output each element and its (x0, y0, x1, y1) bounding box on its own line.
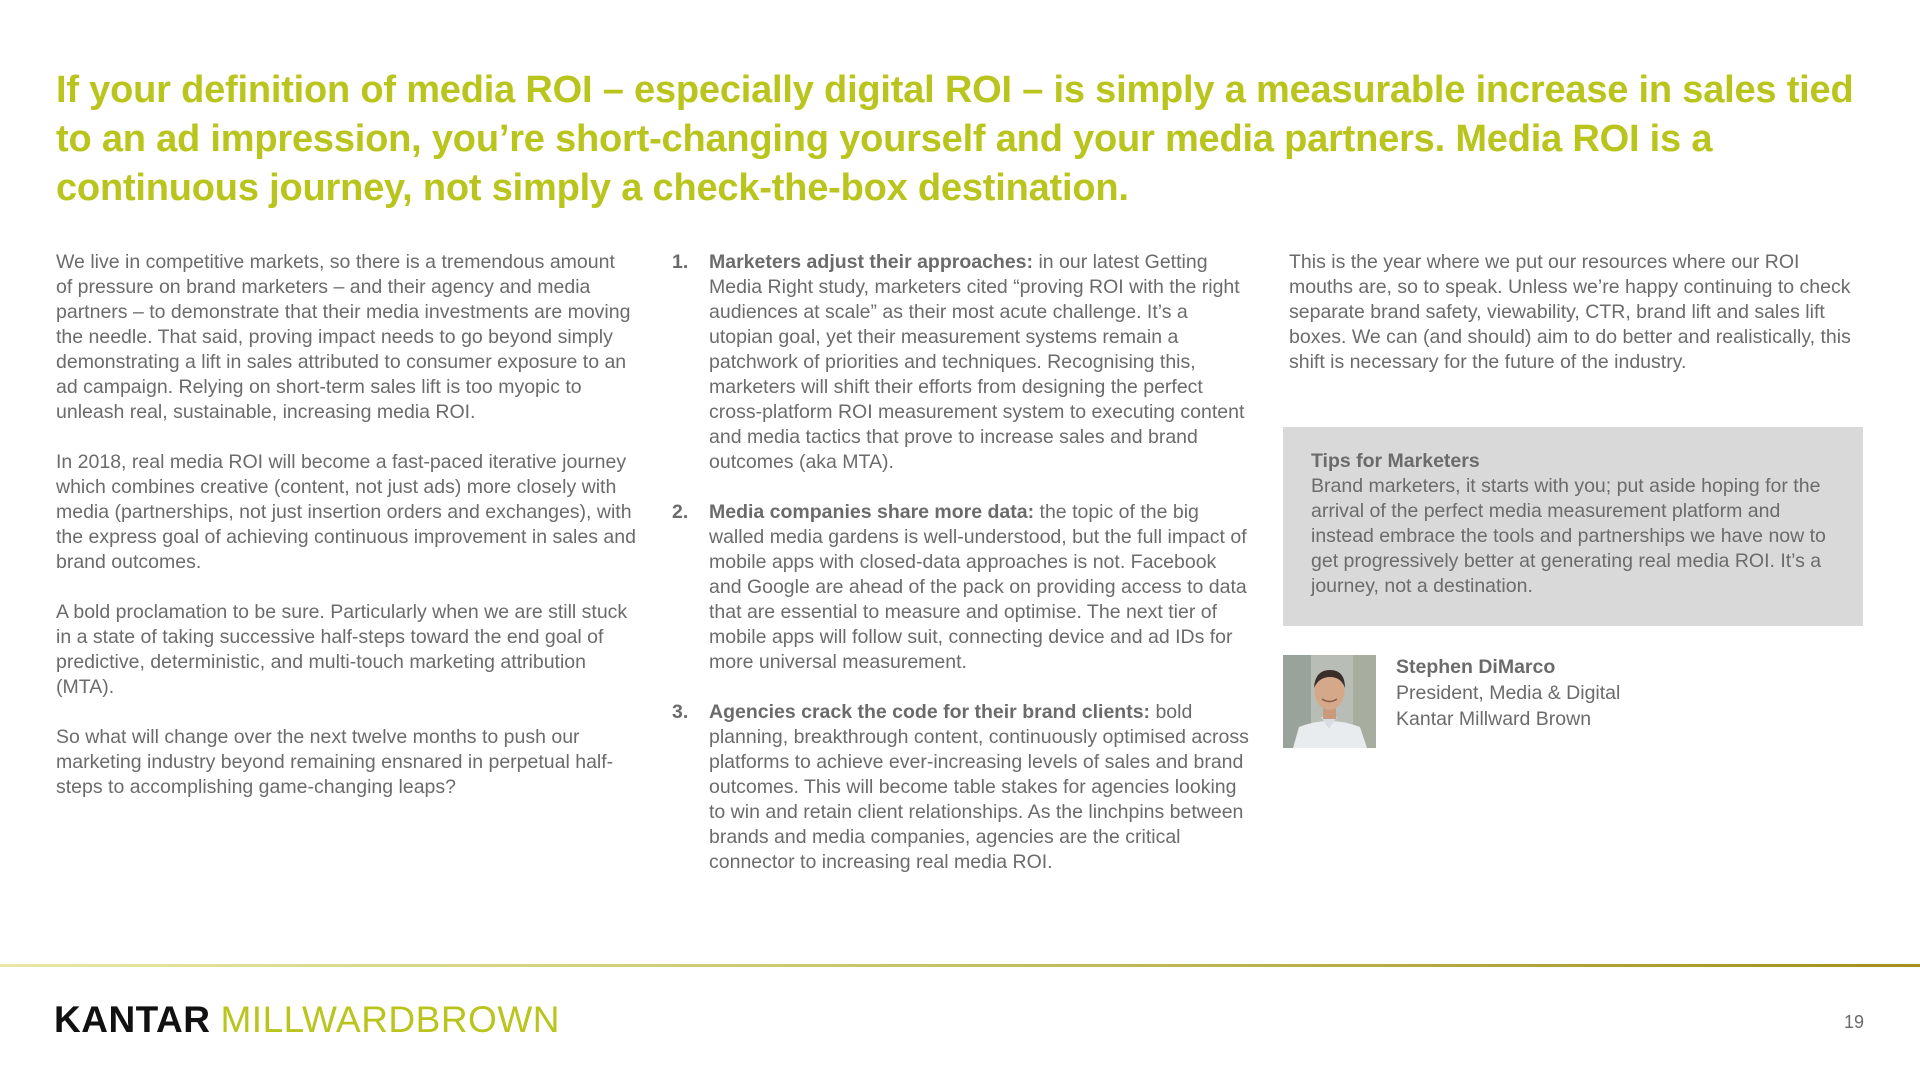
prediction-item (672, 700, 1252, 875)
logo-kantar-text: KANTAR (54, 999, 211, 1040)
kantar-millward-brown-logo (54, 998, 560, 1042)
tips-title: Tips for Marketers (1311, 450, 1480, 472)
author-portrait-image (1283, 655, 1376, 748)
author-title: President, Media & Digital (1396, 682, 1621, 704)
author-photo (1283, 655, 1376, 748)
predictions-list (672, 250, 1252, 900)
page-headline: If your definition of media ROI – especially digital ROI – is simply a measurable increase in sales tied to an ad impression, you’re short-changing yourself and your media partners. Media ROI is a continuous journey, not simply a check-the-box destination. (56, 69, 1854, 209)
conclusion-paragraph: This is the year where we put our resources where our ROI mouths are, so to speak. Unless we’re happy continuing to check separate brand safety, viewability, CTR, brand lift and sales lift boxes. We can (and should) aim to do better and realistically, this shift is necessary for the future of the industry. (1289, 251, 1851, 373)
author-company: Kantar Millward Brown (1396, 708, 1592, 730)
prediction-item (672, 250, 1252, 475)
intro-paragraph: In 2018, real media ROI will become a fast-paced iterative journey which combines creative (content, not just ads) more closely with media (partnerships, not just insertion orders and exchanges), with the express goal of achieving continuous improvement in sales and brand outcomes. (56, 451, 636, 573)
item-lead: Agencies crack the code for their brand clients: (709, 701, 1151, 723)
logo-millwardbrown-text: MILLWARDBROWN (220, 999, 560, 1040)
conclusion-column (1289, 250, 1861, 400)
intro-column (56, 250, 636, 825)
intro-paragraph: A bold proclamation to be sure. Particularly when we are still stuck in a state of taking successive half-steps toward the end goal of predictive, deterministic, and multi-touch marketing attribution (MTA). (56, 601, 628, 698)
item-text: the topic of the big walled media gardens is well-understood, but the full impact of mobile apps with closed-data approaches is not. Facebook and Google are ahead of the pack on providing access to data that are essential to measure and optimise. The next tier of mobile apps will follow suit, connecting device and ad IDs for more universal measurement. (709, 501, 1247, 673)
page-number: 19 (1843, 1012, 1864, 1032)
item-number: 2. (672, 501, 689, 523)
intro-paragraph: So what will change over the next twelve months to push our marketing industry beyond remaining ensnared in perpetual half-steps to accomplishing game-changing leaps? (56, 726, 614, 798)
prediction-item (672, 500, 1252, 675)
item-lead: Marketers adjust their approaches: (709, 251, 1034, 273)
tips-box (1283, 427, 1863, 626)
item-text: in our latest Getting Media Right study, marketers cited “proving ROI with the right audiences at scale” as their most acute challenge. It’s a utopian goal, yet their measurement systems remain a patchwork of priorities and techniques. Recognising this, marketers will shift their efforts from designing the perfect cross-platform ROI measurement system to executing content and media tactics that prove to increase sales and brand outcomes (aka MTA). (709, 251, 1245, 473)
footer-divider (0, 964, 1920, 967)
author-info (1396, 654, 1620, 732)
author-name: Stephen DiMarco (1396, 656, 1556, 678)
item-number: 3. (672, 701, 689, 723)
item-text: bold planning, breakthrough content, continuously optimised across platforms to achieve ever-increasing levels of sales and brand outcomes. This will become table stakes for agencies looking to win and retain client relationships. As the linchpins between brands and media companies, agencies are the critical connector to increasing real media ROI. (709, 701, 1249, 873)
intro-paragraph: We live in competitive markets, so there is a tremendous amount of pressure on brand marketers – and their agency and media partners – to demonstrate that their media investments are moving the needle. That said, proving impact needs to go beyond simply demonstrating a lift in sales attributed to consumer exposure to an ad campaign. Relying on short-term sales lift is too myopic to unleash real, sustainable, increasing media ROI. (56, 251, 631, 423)
tips-body: Brand marketers, it starts with you; put aside hoping for the arrival of the perfect media measurement platform and instead embrace the tools and partnerships we have now to get progressively better at generating real media ROI. It’s a journey, not a destination. (1311, 475, 1826, 597)
item-number: 1. (672, 251, 689, 273)
item-lead: Media companies share more data: (709, 501, 1035, 523)
